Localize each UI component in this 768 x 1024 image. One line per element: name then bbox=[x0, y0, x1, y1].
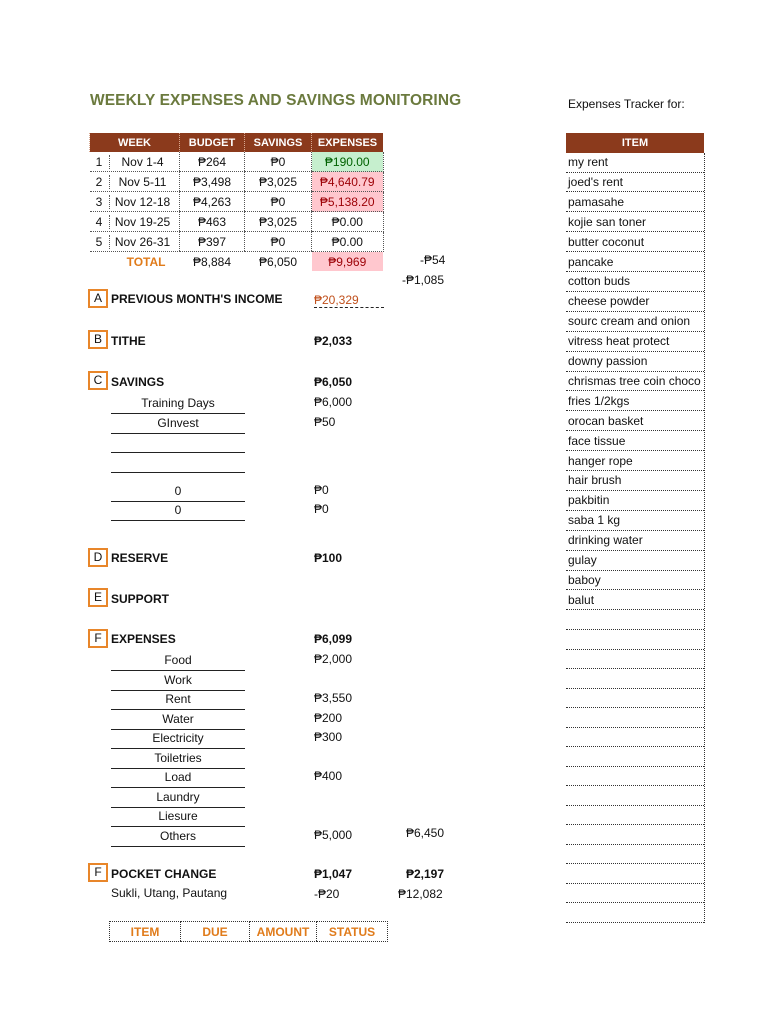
savings-item-value: ₱0 bbox=[314, 482, 329, 497]
tracker-item-empty bbox=[566, 611, 704, 631]
expense-item: Load bbox=[111, 769, 245, 788]
budget-cell: ₱3,498 bbox=[180, 172, 245, 192]
tracker-item-empty bbox=[566, 669, 704, 689]
week-cell bbox=[90, 172, 180, 192]
tracker-item: balut bbox=[566, 591, 704, 611]
budget-cell: ₱397 bbox=[180, 232, 245, 252]
savings-item-value: ₱50 bbox=[314, 414, 336, 429]
tracker-item-empty bbox=[566, 650, 704, 670]
weekly-row bbox=[90, 212, 384, 232]
tracker-item: joed's rent bbox=[566, 173, 704, 193]
tracker-item: pancake bbox=[566, 253, 704, 273]
badge-e: E bbox=[88, 588, 108, 607]
tracker-item-empty bbox=[566, 728, 704, 748]
badge-f: F bbox=[88, 629, 108, 648]
expense-item: Toiletries bbox=[111, 750, 245, 769]
expenses-cell: ₱190.00 bbox=[312, 152, 384, 172]
tracker-item: hair brush bbox=[566, 471, 704, 491]
expense-item: Liesure bbox=[111, 808, 245, 827]
savings-label: SAVINGS bbox=[111, 375, 165, 389]
pocket-change-value: ₱1,047 bbox=[314, 867, 353, 881]
page-title: WEEKLY EXPENSES AND SAVINGS MONITORING bbox=[90, 92, 462, 109]
tracker-border bbox=[704, 153, 705, 923]
week-range: Nov 5-11 bbox=[118, 174, 167, 189]
expense-item: Water bbox=[111, 711, 245, 730]
expenses-cell: ₱0.00 bbox=[312, 212, 384, 232]
week-number: 5 bbox=[90, 235, 110, 249]
header-savings: SAVINGS bbox=[245, 133, 312, 152]
sukli-extra: ₱12,082 bbox=[398, 887, 443, 901]
expenses-value: ₱6,099 bbox=[314, 632, 353, 646]
budget-cell: ₱4,263 bbox=[180, 192, 245, 212]
tracker-item: pakbitin bbox=[566, 491, 704, 511]
savings-item bbox=[111, 434, 245, 453]
total-budget: ₱8,884 bbox=[192, 254, 232, 269]
expense-item: Others bbox=[111, 828, 245, 847]
tracker-item-empty bbox=[566, 747, 704, 767]
tracker-item: vitress heat protect bbox=[566, 332, 704, 352]
expense-item: Laundry bbox=[111, 789, 245, 808]
tracker-item-empty bbox=[566, 903, 704, 923]
tracker-item: hanger rope bbox=[566, 452, 704, 472]
tracker-label: Expenses Tracker for: bbox=[568, 97, 685, 111]
badge-b: B bbox=[88, 330, 108, 349]
total-savings: ₱6,050 bbox=[258, 254, 298, 269]
week-number: 3 bbox=[90, 195, 110, 209]
badge-c: C bbox=[88, 371, 108, 390]
tracker-item: fries 1/2kgs bbox=[566, 392, 704, 412]
week-cell bbox=[90, 232, 180, 252]
previous-income-label: PREVIOUS MONTH'S INCOME bbox=[111, 292, 283, 306]
header-week: WEEK bbox=[90, 133, 180, 152]
week-cell bbox=[90, 152, 180, 172]
tracker-item-empty bbox=[566, 767, 704, 787]
total-extra-2: -₱1,085 bbox=[402, 273, 445, 287]
expenses-cell: ₱0.00 bbox=[312, 232, 384, 252]
expenses-cell: ₱4,640.79 bbox=[312, 172, 384, 192]
badge-d: D bbox=[88, 548, 108, 567]
total-expenses: ₱9,969 bbox=[312, 252, 384, 272]
week-cell bbox=[90, 192, 180, 212]
savings-cell: ₱0 bbox=[245, 152, 312, 172]
bottom-header-item: ITEM bbox=[110, 922, 181, 942]
tracker-item-empty bbox=[566, 845, 704, 865]
week-range: Nov 1-4 bbox=[121, 154, 164, 169]
tracker-item-empty bbox=[566, 786, 704, 806]
weekly-table bbox=[89, 133, 384, 271]
tracker-item: baboy bbox=[566, 571, 704, 591]
expense-item-value: ₱400 bbox=[314, 769, 343, 783]
savings-cell: ₱3,025 bbox=[245, 172, 312, 192]
tracker-item: face tissue bbox=[566, 432, 704, 452]
tracker-item-empty bbox=[566, 630, 704, 650]
tracker-item: gulay bbox=[566, 551, 704, 571]
expense-item-value: ₱200 bbox=[314, 710, 343, 725]
pocket-change-extra: ₱2,197 bbox=[406, 867, 445, 881]
expense-item: Electricity bbox=[111, 730, 245, 749]
bottom-header-status: STATUS bbox=[317, 922, 388, 942]
weekly-row bbox=[90, 192, 384, 212]
badge-a: A bbox=[88, 289, 108, 308]
tracker-item: kojie san toner bbox=[566, 213, 704, 233]
tracker-item: pamasahe bbox=[566, 193, 704, 213]
week-number: 2 bbox=[90, 175, 110, 189]
expenses-label: EXPENSES bbox=[111, 632, 176, 646]
tracker-item-empty bbox=[566, 825, 704, 845]
budget-cell: ₱264 bbox=[180, 152, 245, 172]
savings-item: 0 bbox=[111, 483, 245, 502]
sukli-label: Sukli, Utang, Pautang bbox=[111, 886, 228, 900]
expenses-cell: ₱5,138.20 bbox=[312, 192, 384, 212]
tracker-item-empty bbox=[566, 708, 704, 728]
tracker-item: drinking water bbox=[566, 531, 704, 551]
weekly-table-header bbox=[90, 133, 384, 152]
pocket-change-label: POCKET CHANGE bbox=[111, 867, 217, 881]
weekly-row bbox=[90, 232, 384, 252]
tithe-label: TITHE bbox=[111, 334, 146, 348]
header-expenses: EXPENSES bbox=[312, 133, 384, 152]
tracker-item: orocan basket bbox=[566, 412, 704, 432]
tracker-item-empty bbox=[566, 689, 704, 709]
tracker-item-empty bbox=[566, 884, 704, 904]
expense-item: Rent bbox=[111, 691, 245, 710]
weekly-total-row bbox=[90, 252, 384, 272]
tracker-header: ITEM bbox=[566, 133, 704, 153]
reserve-value: ₱100 bbox=[314, 551, 343, 565]
tracker-item: butter coconut bbox=[566, 233, 704, 253]
expense-item-value: ₱3,550 bbox=[314, 691, 353, 705]
savings-value: ₱6,050 bbox=[314, 375, 353, 389]
tracker-item: chrismas tree coin choco bbox=[566, 372, 704, 392]
reserve-label: RESERVE bbox=[111, 551, 169, 565]
savings-item: Training Days bbox=[111, 395, 245, 414]
total-extra: -₱54 bbox=[420, 253, 446, 267]
tithe-value: ₱2,033 bbox=[314, 334, 353, 348]
week-range: Nov 19-25 bbox=[114, 214, 171, 229]
savings-item-value: ₱6,000 bbox=[314, 395, 353, 409]
tracker-item-empty bbox=[566, 806, 704, 826]
savings-item-value: ₱0 bbox=[314, 502, 329, 516]
weekly-row bbox=[90, 172, 384, 192]
tracker-item: sourc cream and onion bbox=[566, 312, 704, 332]
previous-income-value: ₱20,329 bbox=[314, 293, 384, 308]
expense-item: Food bbox=[111, 652, 245, 671]
savings-cell: ₱0 bbox=[245, 192, 312, 212]
tracker-item: saba 1 kg bbox=[566, 511, 704, 531]
expense-item-value: ₱300 bbox=[314, 730, 343, 744]
support-label: SUPPORT bbox=[111, 592, 170, 606]
savings-item bbox=[111, 454, 245, 473]
budget-cell: ₱463 bbox=[180, 212, 245, 232]
weekly-row bbox=[90, 152, 384, 172]
expense-item-value: ₱2,000 bbox=[314, 652, 353, 666]
expense-item: Work bbox=[111, 672, 245, 691]
total-label: TOTAL bbox=[126, 254, 166, 269]
savings-cell: ₱3,025 bbox=[245, 212, 312, 232]
badge-pocket: F bbox=[88, 863, 108, 882]
savings-item: 0 bbox=[111, 502, 245, 521]
tracker-item: downy passion bbox=[566, 352, 704, 372]
bottom-table bbox=[109, 921, 388, 942]
bottom-header-amount: AMOUNT bbox=[250, 922, 317, 942]
savings-item: GInvest bbox=[111, 415, 245, 434]
others-extra-value: ₱6,450 bbox=[406, 826, 445, 840]
week-cell bbox=[90, 212, 180, 232]
tracker-item-empty bbox=[566, 864, 704, 884]
tracker-item: cotton buds bbox=[566, 272, 704, 292]
tracker-item: my rent bbox=[566, 153, 704, 173]
header-budget: BUDGET bbox=[180, 133, 245, 152]
sukli-value: -₱20 bbox=[314, 887, 340, 901]
tracker-item: cheese powder bbox=[566, 292, 704, 312]
week-range: Nov 12-18 bbox=[114, 194, 171, 209]
expense-item-value: ₱5,000 bbox=[314, 827, 353, 842]
week-range: Nov 26-31 bbox=[114, 234, 171, 249]
bottom-header-due: DUE bbox=[181, 922, 250, 942]
week-number: 4 bbox=[90, 215, 110, 229]
week-number: 1 bbox=[90, 155, 110, 169]
savings-cell: ₱0 bbox=[245, 232, 312, 252]
